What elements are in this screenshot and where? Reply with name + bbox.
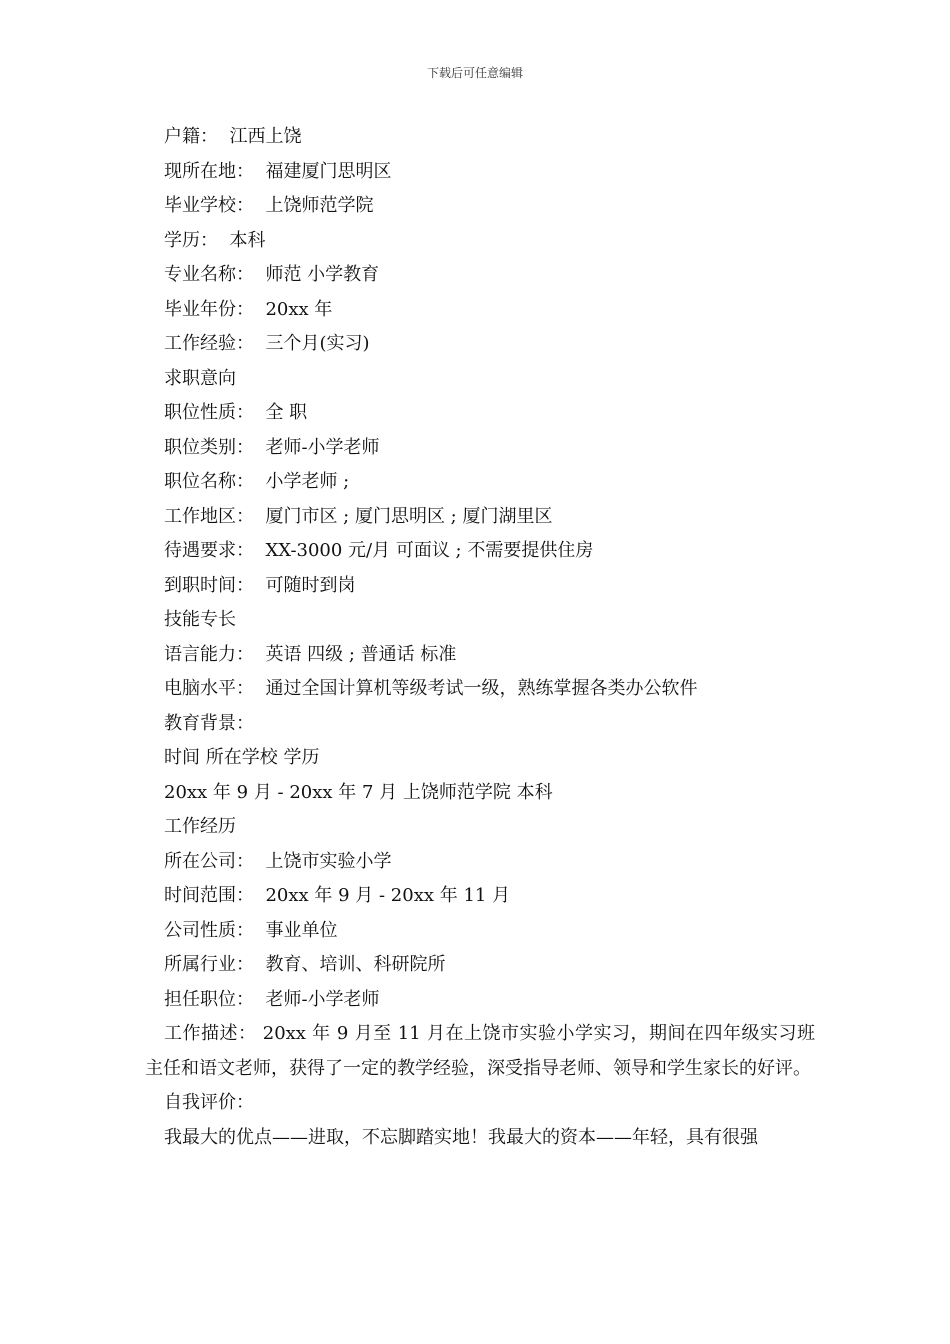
field-job-category [145,431,815,466]
field-value: 师范 小学教育 [265,264,380,285]
field-work-area [145,500,815,535]
field-value: 三个月(实习) [265,333,370,354]
field-label: 时间范围： [164,885,254,906]
field-label: 职位性质： [164,402,254,423]
field-label: 户籍： [164,126,218,147]
field-value: 英语 四级 ; 普通话 标准 [265,643,457,665]
section-work-history [145,810,815,845]
field-hukou [145,120,815,155]
field-school [145,189,815,224]
field-company-nature [145,914,815,949]
field-label: 现所在地： [164,160,254,182]
field-label: 职位类别： [164,436,254,458]
field-label: 学历： [164,229,218,251]
field-value: 20xx 年 9 月 - 20xx 年 11 月 [265,885,511,906]
field-time-range [145,879,815,914]
field-value: 教育、培训、科研院所 [265,954,446,975]
field-major [145,258,815,293]
field-value: 福建厦门思明区 [265,160,392,182]
field-label: 公司性质： [164,919,254,941]
field-current-location [145,155,815,190]
field-industry [145,948,815,983]
field-grad-year [145,293,815,328]
field-label: 工作地区： [164,505,254,527]
field-value: 厦门市区 ; 厦门思明区 ; 厦门湖里区 [265,505,553,527]
field-language [145,638,815,673]
education-row [145,776,815,811]
field-value: 本科 [229,229,266,251]
education-header-row [145,741,815,776]
field-label: 电脑水平： [164,678,254,699]
section-education [145,707,815,742]
field-value: 通过全国计算机等级考试一级，熟练掌握各类办公软件 [265,678,698,699]
field-label: 语言能力： [164,643,254,665]
field-label: 到职时间： [164,574,254,596]
field-value: 事业单位 [265,919,338,941]
field-value: 20xx 年 [265,298,333,320]
field-label: 职位名称： [164,471,254,492]
field-job-nature [145,396,815,431]
field-value: 上饶市实验小学 [265,850,392,872]
work-description-paragraph: 工作描述： 20xx 年 9 月至 11 月在上饶市实验小学实习，期间在四年级实习班主任和语文老师，获得了一定的教学经验，深受指导老师、领导和学生家长的好评。 [145,1023,815,1079]
resume-body [145,120,815,1155]
section-heading: 求职意向 [164,367,236,389]
field-label: 所属行业： [164,954,254,975]
field-label: 毕业学校： [164,195,254,216]
field-start-time [145,569,815,604]
section-heading: 工作经历 [164,816,236,837]
education-entry: 20xx 年 9 月 - 20xx 年 7 月 上饶师范学院 本科 [164,781,553,803]
section-self-evaluation [145,1086,815,1121]
field-value: 上饶师范学院 [265,195,374,216]
field-value: 可随时到岗 [265,574,356,596]
field-label: 毕业年份： [164,298,254,320]
field-value: 老师-小学老师 [265,436,380,458]
field-value: 老师-小学老师 [265,988,380,1010]
header-note: 下载后可任意编辑 [426,66,523,80]
section-heading: 教育背景： [164,712,254,734]
self-evaluation-paragraph: 我最大的优点——进取，不忘脚踏实地！我最大的资本——年轻，具有很强 [164,1126,758,1148]
field-label: 专业名称： [164,264,254,285]
field-degree [145,224,815,259]
field-computer [145,672,815,707]
field-company [145,845,815,880]
field-experience [145,327,815,362]
field-value: XX-3000 元/月 可面议 ; 不需要提供住房 [265,540,594,561]
section-heading: 技能专长 [164,609,236,630]
section-job-intent [145,362,815,397]
field-value: 江西上饶 [229,126,302,147]
field-position [145,983,815,1018]
field-label: 待遇要求： [164,540,254,561]
field-value: 全 职 [265,402,308,423]
field-label: 工作经验： [164,333,254,354]
field-label: 所在公司： [164,850,254,872]
field-job-title [145,465,815,500]
field-label: 担任职位： [164,988,254,1010]
education-header: 时间 所在学校 学历 [164,747,320,768]
field-salary [145,534,815,569]
section-skills [145,603,815,638]
section-heading: 自我评价： [164,1092,254,1113]
field-value: 小学老师 ; [265,471,350,492]
